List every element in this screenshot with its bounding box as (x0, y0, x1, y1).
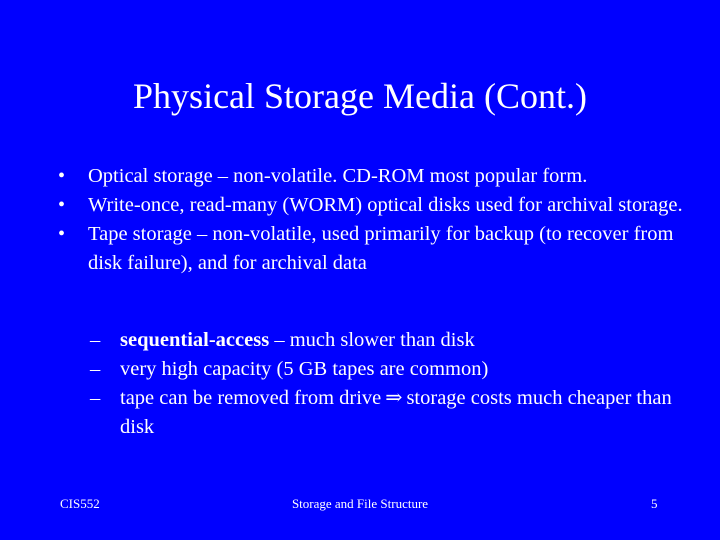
slide-title: Physical Storage Media (Cont.) (133, 76, 587, 116)
footer-page-number: 5 (651, 496, 658, 511)
sub-bullet-text: very high capacity (5 GB tapes are common) (120, 358, 489, 380)
bullet-text: Optical storage – non-volatile. CD-ROM most popular form. (88, 165, 588, 187)
bullet-list (58, 162, 698, 278)
bullet-text: Write-once, read-many (WORM) optical disks used for archival storage. (88, 194, 683, 216)
sub-bullet-text: – much slower than disk (269, 329, 475, 351)
sub-bullet-text-after: storage costs much cheaper than disk (120, 387, 672, 438)
sub-bullet-capacity (90, 355, 700, 384)
sub-bullet-removable (90, 384, 700, 442)
sub-bullet-bold-term: sequential-access (120, 329, 270, 351)
bullet-text: Tape storage – non-volatile, used primarily for backup (to recover from disk failure), and for archival data (88, 223, 674, 274)
implies-arrow-icon: ⇒ (385, 387, 403, 409)
sub-bullet-list (90, 326, 700, 442)
dash-icon: – (90, 387, 101, 409)
sub-bullet-sequential (90, 326, 700, 355)
bullet-item-optical (58, 162, 698, 191)
bullet-icon: • (58, 165, 66, 187)
bullet-item-tape (58, 220, 698, 278)
dash-icon: – (90, 329, 101, 351)
bullet-icon: • (58, 194, 66, 216)
bullet-item-worm (58, 191, 698, 220)
footer-course: CIS552 (60, 496, 100, 511)
dash-icon: – (90, 358, 101, 380)
sub-bullet-text-before: tape can be removed from drive (120, 387, 382, 409)
footer-topic: Storage and File Structure (291, 496, 429, 511)
bullet-icon: • (58, 223, 66, 245)
